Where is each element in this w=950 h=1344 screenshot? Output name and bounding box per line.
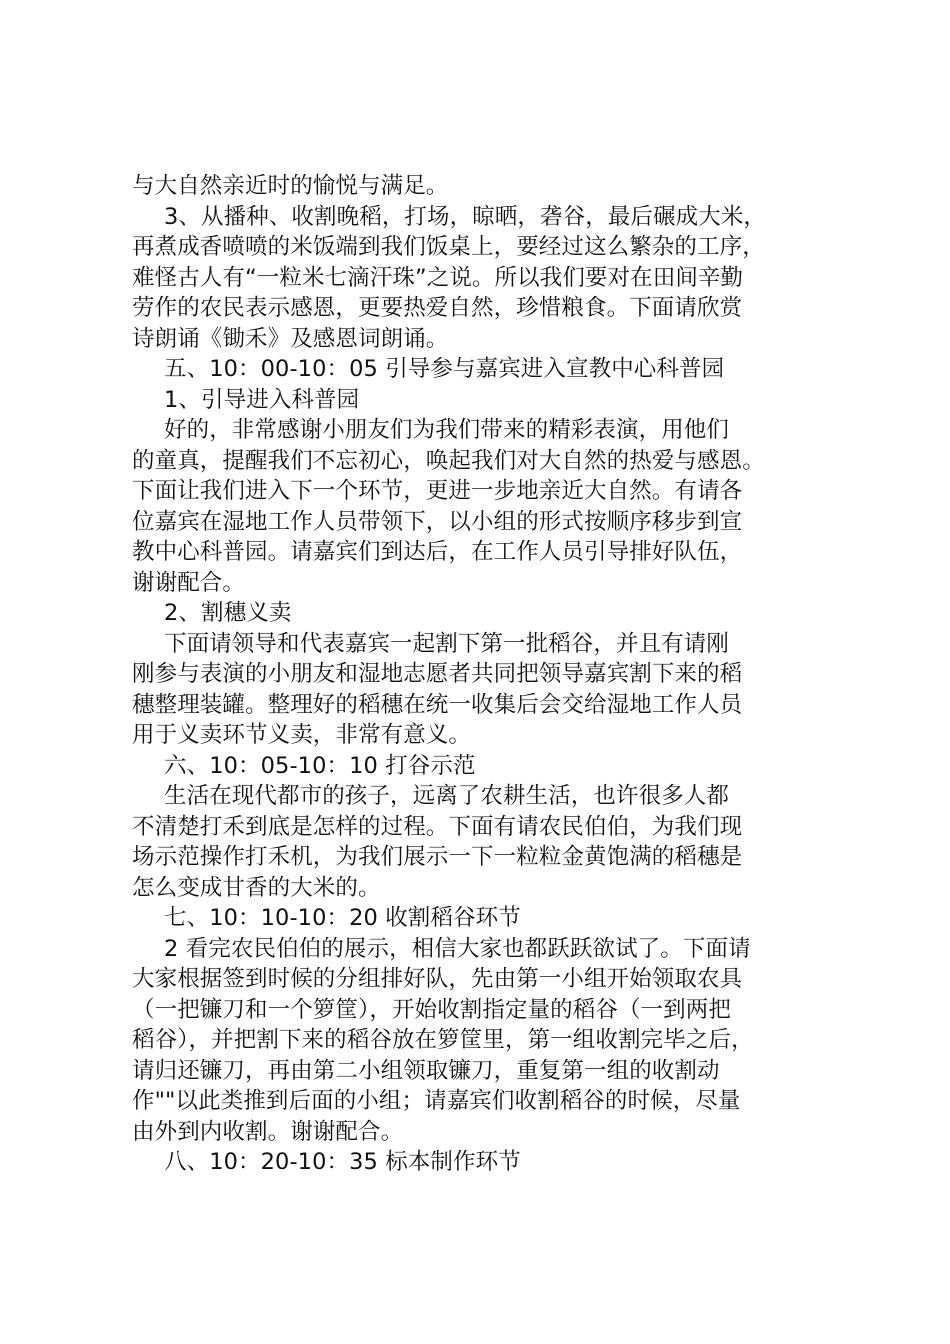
text-line: 诗朗诵《锄禾》及感恩词朗诵。 (132, 325, 449, 352)
text-line: 刚参与表演的小朋友和湿地志愿者共同把领导嘉宾割下来的稻 (132, 661, 743, 687)
text-line: 3、从播种、收割晚稻，打场，晾晒，砻谷，最后碾成大米， (164, 203, 767, 230)
text-line: 1、引导进入科普园 (164, 386, 360, 413)
text-line: 稻谷），并把割下来的稻谷放在箩筐里，第一组收割完毕之后， (132, 1027, 754, 1053)
text-line: 用于义卖环节义卖，非常有意义。 (132, 722, 472, 748)
text-line: 谢谢配合。 (132, 569, 246, 596)
text-line: 大家根据签到时候的分组排好队，先由第一小组开始领取农具 (132, 966, 743, 992)
text-line: 八、10：20-10：35 标本制作环节 (164, 1149, 521, 1175)
text-line: 生活在现代都市的孩子，远离了农耕生活，也许很多人都 (164, 783, 730, 809)
text-line: 与大自然亲近时的愉悦与满足。 (132, 173, 449, 199)
text-line: （一把镰刀和一个箩筐），开始收割指定量的稻谷（一到两把 (132, 996, 731, 1023)
text-line: 教中心科普园。请嘉宾们到达后，在工作人员引导排好队伍， (132, 539, 743, 565)
text-line: 下面让我们进入下一个环节，更进一步地亲近大自然。有请各 (132, 478, 743, 504)
text-line: 怎么变成甘香的大米的。 (132, 874, 381, 901)
text-line: 由外到内收割。谢谢配合。 (132, 1118, 404, 1145)
text-line: 作""以此类推到后面的小组；请嘉宾们收割稻谷的时候，尽量 (132, 1088, 741, 1114)
text-line: 下面请领导和代表嘉宾一起割下第一批稻谷，并且有请刚 (164, 630, 730, 657)
text-line: 场示范操作打禾机，为我们展示一下一粒粒金黄饱满的稻穗是 (132, 844, 743, 870)
text-line: 好的，非常感谢小朋友们为我们带来的精彩表演，用他们 (164, 417, 730, 443)
text-line: 位嘉宾在湿地工作人员带领下，以小组的形式按顺序移步到宣 (132, 508, 743, 535)
text-line: 五、10：00-10：05 引导参与嘉宾进入宣教中心科普园 (164, 356, 725, 382)
text-line: 的童真，提醒我们不忘初心，唤起我们对大自然的热爱与感恩。 (132, 447, 765, 474)
text-line: 六、10：05-10：10 打谷示范 (164, 752, 476, 779)
text-line: 不清楚打禾到底是怎样的过程。下面有请农民伯伯，为我们现 (132, 813, 743, 840)
document-body (132, 171, 852, 1178)
text-line: 2 看完农民伯伯的展示，相信大家也都跃跃欲试了。下面请 (164, 935, 751, 962)
text-line: 再煮成香喷喷的米饭端到我们饭桌上，要经过这么繁杂的工序， (132, 234, 765, 260)
text-line: 劳作的农民表示感恩，更要热爱自然，珍惜粮食。下面请欣赏 (132, 295, 743, 321)
text-line: 七、10：10-10：20 收割稻谷环节 (164, 905, 521, 931)
text-line: 难怪古人有“一粒米七滴汗珠”之说。所以我们要对在田间辛勤 (132, 264, 744, 291)
text-line: 穗整理装罐。整理好的稻穗在统一收集后会交给湿地工作人员 (132, 691, 743, 718)
text-line: 2、割穗义卖 (164, 600, 292, 626)
text-line: 请归还镰刀，再由第二小组领取镰刀，重复第一组的收割动 (132, 1057, 720, 1084)
